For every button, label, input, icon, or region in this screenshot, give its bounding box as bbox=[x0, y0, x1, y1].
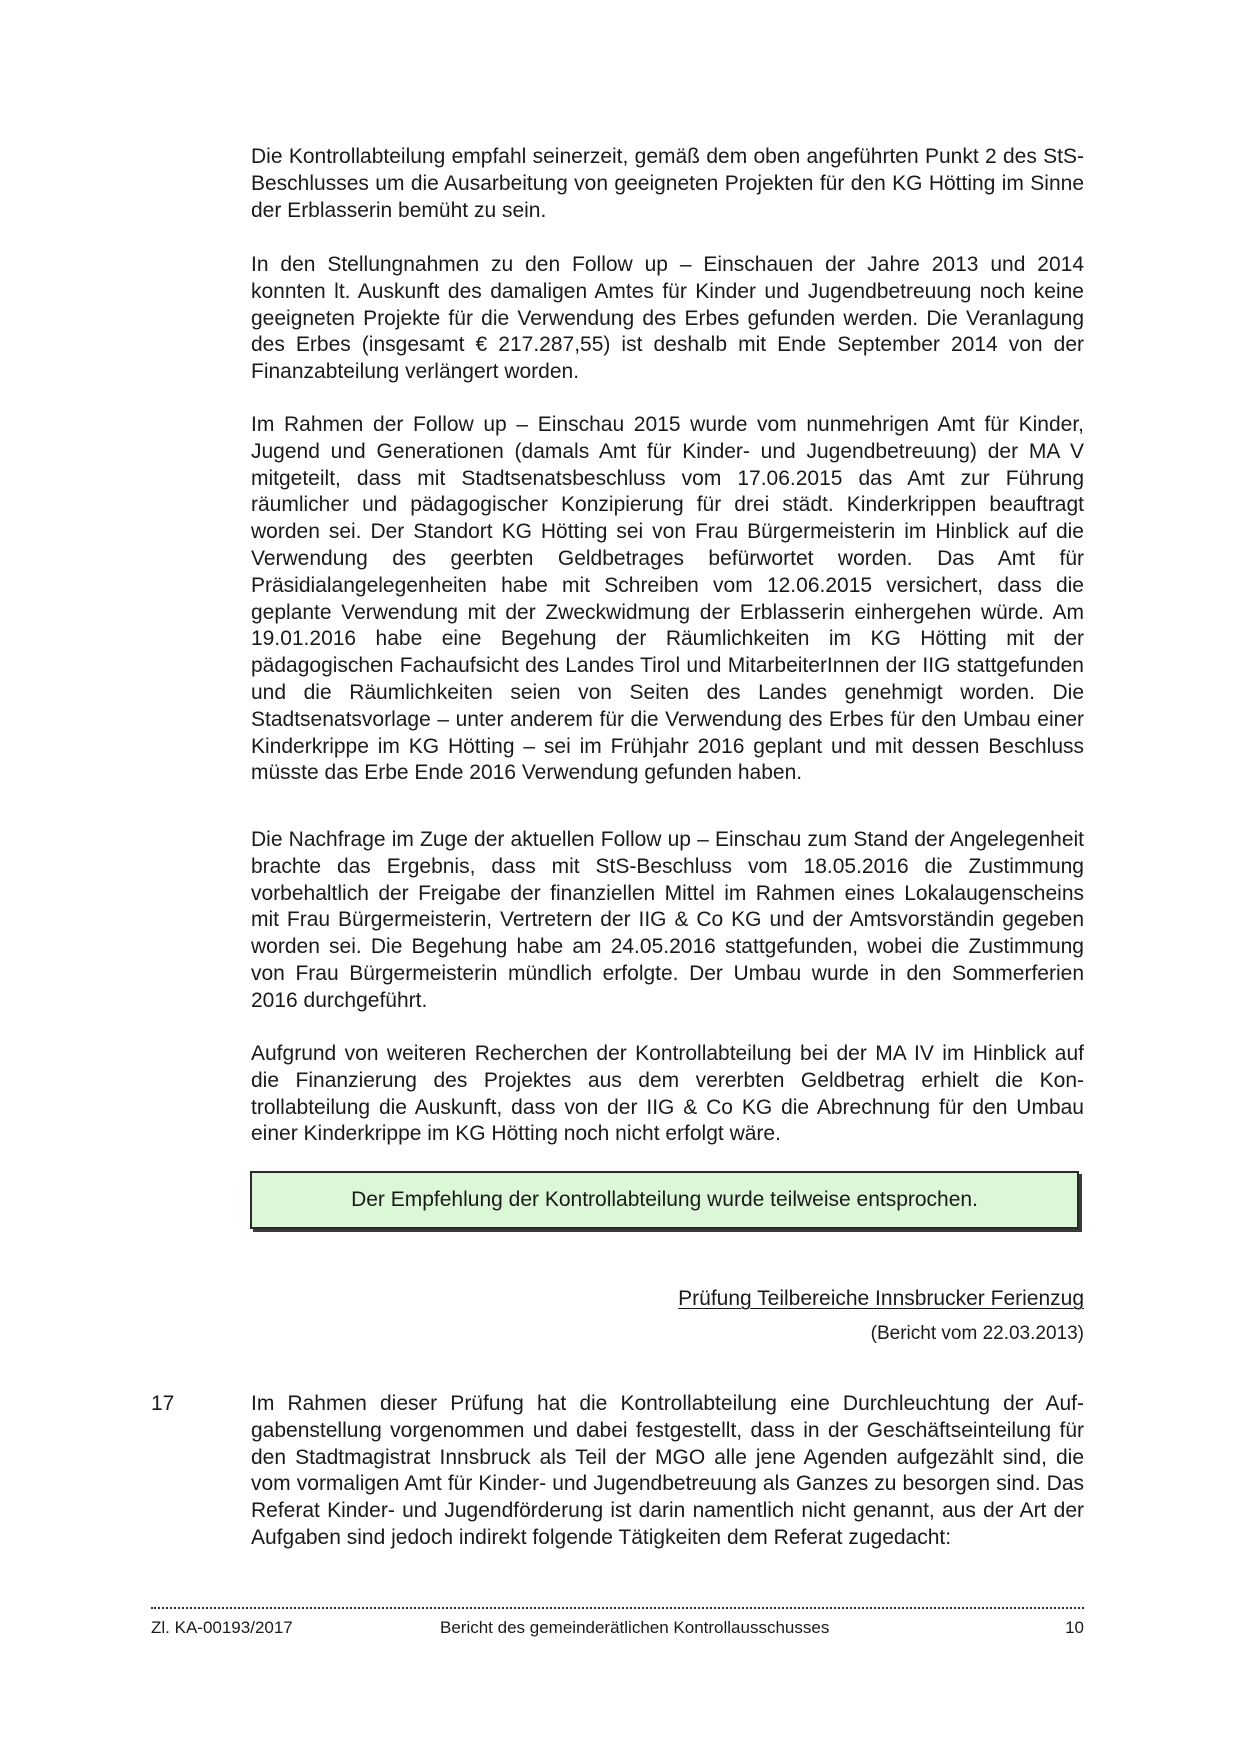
paragraph-further-research: Aufgrund von weiteren Recherchen der Kontrollabteilung bei der MA IV im Hinblick auf die Finanzierung des Projektes aus dem vererbten Geldbetrag erhielt die Kontrollabteilung die Auskunft, dass von der IIG & Co KG die Abrechnung für den Umbau einer Kinderkrippe im KG Hötting noch nicht erfolgt wäre. bbox=[251, 1042, 1084, 1146]
footer-divider bbox=[151, 1607, 1084, 1609]
paragraph-follow-up-2015: Im Rahmen der Follow up – Einschau 2015 wurde vom nunmehrigen Amt für Kinder, Jugend und Generationen (damals Amt für Kinder- und Jugendbetreuung) der MA V mitgeteilt, dass mit Stadtsenatsbeschluss vom 17.06.2015 das Amt zur Führung räumlicher und pädagogischer Konzipierung für drei städt. Kinderkrippen beauftragt worden sei. Der Standort KG Hötting sei von Frau Bürgermeisterin im Hinblick auf die Verwendung des geerbten Geldbetrages befürwortet worden. Das Amt für Präsidialangelegenheiten habe mit Schreiben vom 12.06.2015 versichert, dass die geplante Verwendung mit der Zweckwidmung der Erblasserin einhergehen würde. Am 19.01.2016 habe eine Begehung der Räumlichkeiten im KG Hötting mit der pädagogischen Fachaufsicht des Landes Tirol und MitarbeiterInnen der IIG stattgefunden und die Räumlichkeiten seien von Seiten des Landes genehmigt worden. Die Stadtsenatsvorlage – unter anderem für die Verwendung des Erbes für den Umbau einer Kinderkrippe im KG Hötting – sei im Frühjahr 2016 geplant und mit dessen Beschluss müsste das Erbe Ende 2016 Verwendung gefunden haben. bbox=[251, 413, 1084, 785]
paragraph-statements-2013-2014: In den Stellungnahmen zu den Follow up – Einschauen der Jahre 2013 und 2014 konnten lt. Auskunft des damaligen Amtes für Kinder und Jugendbetreuung noch keine geeigneten Projekte für die Verwendung des Erbes gefunden werden. Die Veranlagung des Erbes (insgesamt € 217.287,55) ist deshalb mit Ende September 2014 von der Finanzabteilung verlängert worden. bbox=[251, 253, 1084, 384]
footer-page-number: 10 bbox=[1065, 1618, 1084, 1637]
section-report-date: (Bericht vom 22.03.2013) bbox=[870, 1323, 1084, 1344]
paragraph-item-17: Im Rahmen dieser Prüfung hat die Kontrollabteilung eine Durchleuchtung der Aufgabenstellung vorgenommen und dabei festgestellt, dass in der Geschäftseinteilung für den Stadtmagistrat Innsbruck als Teil der MGO alle jene Agenden aufgezählt sind, die vom vormaligen Amt für Kinder- und Jugendbetreuung als Ganzes zu besorgen sind. Das Referat Kinder- und Jugendförderung ist darin namentlich nicht genannt, aus der Art der Aufgaben sind jedoch indirekt folgende Tätigkeiten dem Referat zugedacht: bbox=[251, 1392, 1084, 1549]
recommendation-status-box bbox=[250, 1171, 1079, 1229]
section-heading: Prüfung Teilbereiche Innsbrucker Ferienzug bbox=[678, 1287, 1084, 1310]
paragraph-recommendation: Die Kontrollabteilung empfahl seinerzeit, gemäß dem oben angeführten Punkt 2 des StS-Beschlusses um die Ausarbeitung von geeigneten Projekten für den KG Hötting im Sinne der Erblasserin bemüht zu sein. bbox=[251, 145, 1084, 222]
footer-reference: Zl. KA-00193/2017 bbox=[151, 1618, 293, 1637]
recommendation-status-text: Der Empfehlung der Kontrollabteilung wurde teilweise entsprochen. bbox=[351, 1188, 978, 1211]
paragraph-current-follow-up: Die Nachfrage im Zuge der aktuellen Follow up – Einschau zum Stand der Angelegenheit brachte das Ergebnis, dass mit StS-Beschluss vom 18.05.2016 die Zustimmung vorbehaltlich der Freigabe der finanziellen Mittel im Rahmen eines Lokalaugenscheins mit Frau Bürgermeisterin, Vertretern der IIG & Co KG und der Amtsvorständin gegeben worden sei. Die Begehung habe am 24.05.2016 stattgefunden, wobei die Zustimmung von Frau Bürgermeisterin mündlich erfolgte. Der Umbau wurde in den Sommerferien 2016 durchgeführt. bbox=[251, 828, 1084, 1012]
footer-title: Bericht des gemeinderätlichen Kontrollausschusses bbox=[440, 1618, 830, 1637]
item-number: 17 bbox=[151, 1392, 175, 1415]
